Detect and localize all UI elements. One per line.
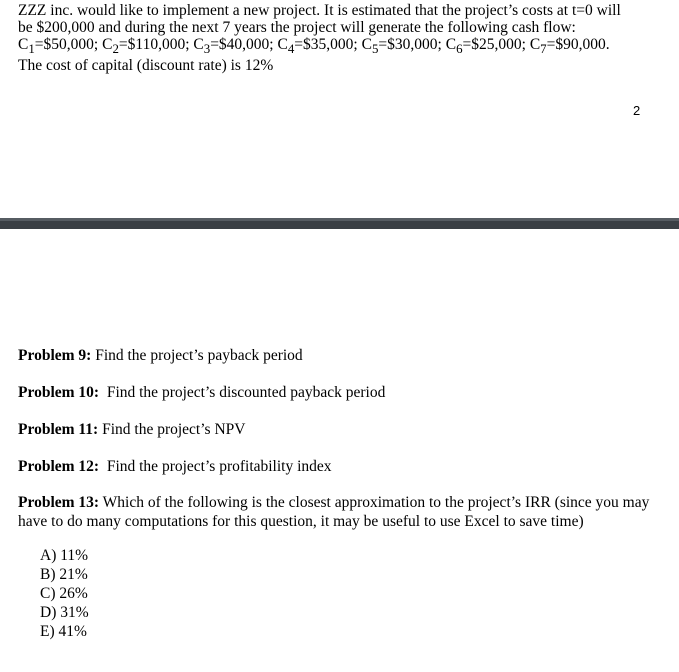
problem-intro: [18, 2, 673, 74]
cash-flow-item: $C_1=\$50,000$;: [18, 36, 99, 57]
intro-line: The cost of capital (discount rate) is 12%: [18, 57, 274, 75]
problem-12: [18, 457, 658, 476]
problem-9: [18, 346, 658, 365]
cash-flow-item: $C_7=\$90,000$.: [529, 36, 610, 57]
problem-13: [18, 493, 658, 531]
cash-flow-line: [18, 36, 673, 57]
problem-text: Which of the following is the closest approximation to the project’s IRR (since you may have to do many computations for this question, it may be useful to use Excel to save time): [18, 494, 650, 530]
cash-flow-item: $C_4=\$35,000$;: [277, 36, 358, 57]
page-break-shade: [0, 218, 679, 221]
answer-option: C) 26%: [40, 585, 88, 602]
answer-option: D) 31%: [40, 604, 89, 621]
problem-label: Problem 11:: [18, 421, 99, 438]
problem-10: [18, 383, 658, 402]
cash-flow-item: $C_5=\$30,000$;: [361, 36, 442, 57]
intro-line: ZZZ inc. would like to implement a new project. It is estimated that the project’s costs at t=0 will: [18, 2, 621, 19]
page-number: 2: [633, 103, 641, 118]
problem-text: Find the project’s discounted payback period: [99, 384, 386, 401]
page-break-divider: [0, 218, 679, 229]
problem-label: Problem 13:: [18, 494, 100, 511]
cash-flow-item: $C_3=\$40,000$;: [193, 36, 274, 57]
problem-11: [18, 420, 658, 439]
answer-option: E) 41%: [40, 623, 87, 640]
problem-text: Find the project’s profitability index: [99, 458, 332, 475]
problem-text: Find the project’s payback period: [91, 347, 303, 364]
cash-flow-item: $C_6=\$25,000$;: [445, 36, 526, 57]
problem-label: Problem 9:: [18, 347, 92, 364]
answer-option: A) 11%: [40, 547, 89, 564]
answer-option: B) 21%: [40, 566, 88, 583]
cash-flow-item: $C_2=\$110,000$;: [102, 36, 190, 57]
intro-line: be $200,000 and during the next 7 years the project will generate the following cash flow:: [18, 19, 576, 36]
problem-text: Find the project’s NPV: [98, 421, 246, 438]
problem-label: Problem 10:: [18, 384, 100, 401]
answer-options: [40, 546, 89, 641]
problem-label: Problem 12:: [18, 458, 100, 475]
